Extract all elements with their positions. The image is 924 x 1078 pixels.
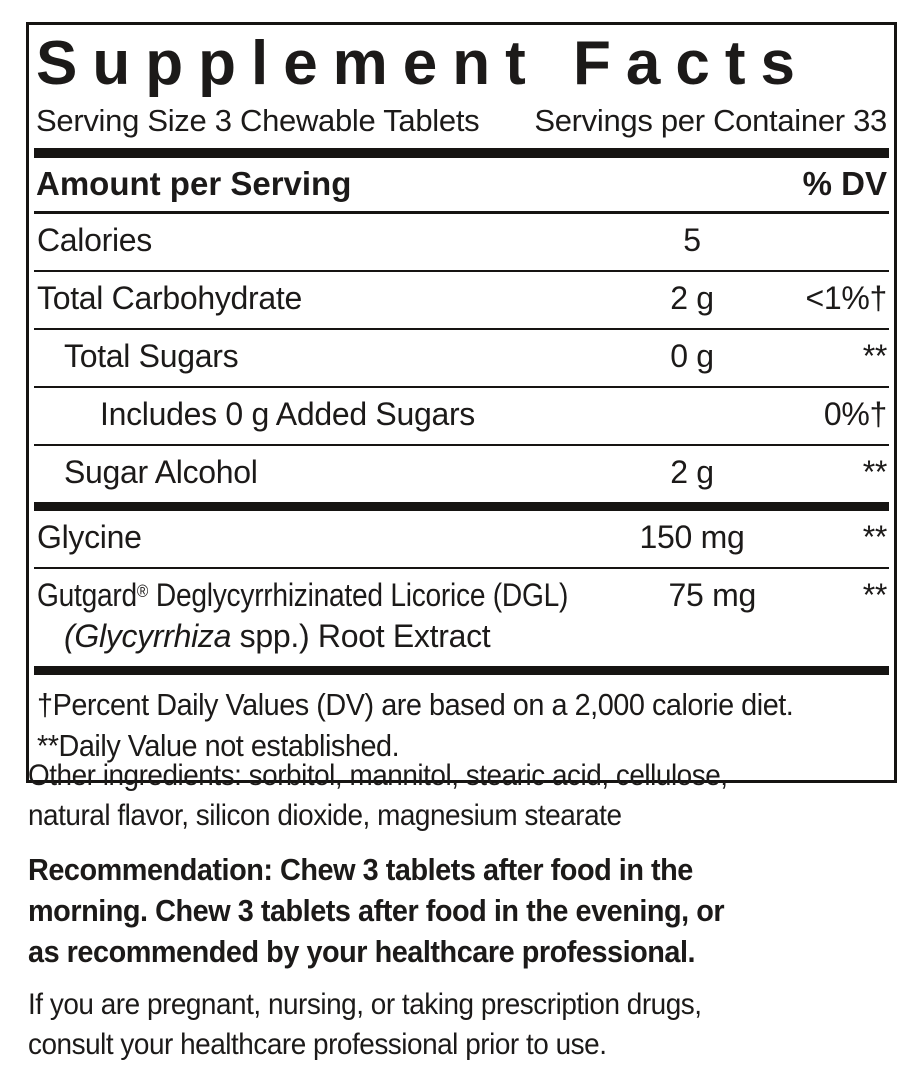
other-ingredients-text: Other ingredients: sorbitol, mannitol, stearic acid, cellulose, natural flavor, silicon dioxide, magnesium stearate [28,759,728,832]
nutrient-dv: ** [862,454,887,491]
panel-title: Supplement Facts [36,29,810,98]
nutrient-name: Glycine [37,519,142,556]
nutrient-row-dgl [34,567,889,666]
nutrient-name: Total Sugars [64,338,239,375]
nutrient-name: Includes 0 g Added Sugars [100,396,476,433]
supplement-facts-panel [26,22,897,783]
serving-size-text: Serving Size 3 Chewable Tablets [36,103,480,139]
nutrient-dv: ** [862,577,887,614]
pregnancy-warning-text: If you are pregnant, nursing, or taking prescription drugs, consult your healthcare professional prior to use. [28,988,702,1061]
nutrient-row-calories [34,214,889,270]
nutrient-row-total-sugars [34,328,889,386]
nutrient-name: Sugar Alcohol [64,454,258,491]
column-header-row [34,158,889,214]
nutrient-amount: 150 mg [639,519,745,556]
dgl-name-line2: (Glycyrrhiza spp.) Root Extract [64,618,491,655]
registered-trademark-symbol: ® [136,581,149,602]
nutrient-row-total-carbohydrate [34,270,889,328]
nutrient-dv: 0%† [823,396,887,433]
nutrient-name: Calories [37,222,152,259]
label-footer-text [28,756,922,1078]
nutrient-name: Total Carbohydrate [37,280,302,317]
nutrient-amount: 75 mg [668,577,756,614]
amount-per-serving-header: Amount per Serving [36,165,352,203]
nutrient-row-glycine [34,502,889,567]
latin-name: (Glycyrrhiza [64,618,232,655]
thick-divider-top [34,148,889,158]
recommendation-text: Recommendation: Chew 3 tablets after food in the morning. Chew 3 tablets after food in the evening, or as recommended by your healthcare professional. [28,852,725,969]
nutrient-row-added-sugars [34,386,889,444]
footnote-daily-values: †Percent Daily Values (DV) are based on a 2,000 calorie diet. [37,687,794,723]
nutrient-dv: ** [862,338,887,375]
nutrient-name [34,577,641,655]
nutrient-amount: 5 [683,222,701,259]
footnote-not-established: **Daily Value not established. [37,728,400,764]
nutrient-amount: 2 g [670,280,714,317]
dgl-name-line1: Gutgard® Deglycyrrhizinated Licorice (DGL) [37,577,569,614]
nutrient-amount: 0 g [670,338,714,375]
nutrient-amount: 2 g [670,454,714,491]
serving-info-row [34,101,889,148]
nutrient-row-sugar-alcohol [34,444,889,502]
nutrient-dv: ** [862,519,887,556]
nutrient-dv: <1%† [805,280,887,317]
percent-dv-header: % DV [802,165,887,203]
servings-per-container-text: Servings per Container 33 [534,103,887,139]
